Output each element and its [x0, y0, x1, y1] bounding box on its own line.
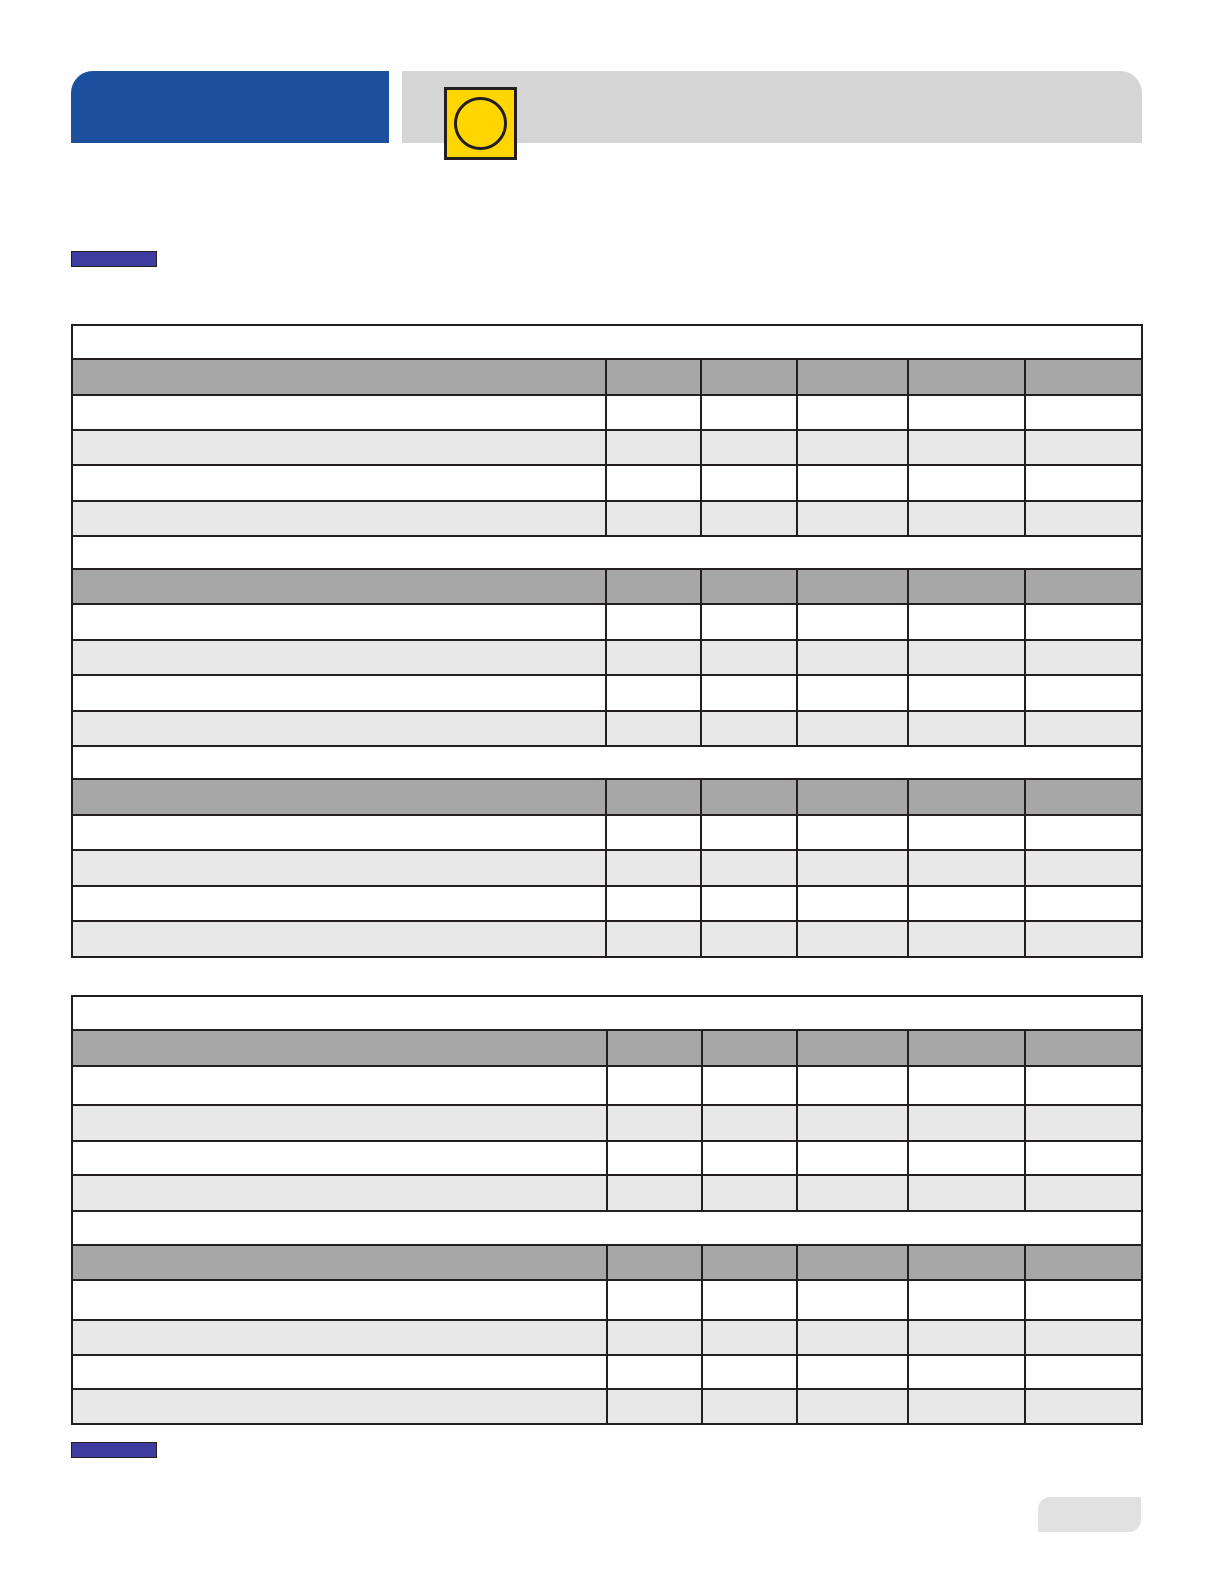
table-column-header-row	[72, 1030, 1142, 1066]
column-header	[797, 569, 908, 604]
table-row	[72, 675, 1142, 711]
table-column-header-row	[72, 359, 1142, 395]
warning-symbol	[444, 87, 517, 160]
column-header	[908, 569, 1025, 604]
table-row	[72, 640, 1142, 675]
table-row	[72, 501, 1142, 536]
column-header	[908, 1245, 1025, 1280]
column-header	[72, 569, 606, 604]
column-header	[797, 1245, 908, 1280]
table-row	[72, 465, 1142, 501]
table-row	[72, 886, 1142, 921]
table-row	[72, 395, 1142, 430]
column-header	[701, 569, 797, 604]
section-tag-marker	[71, 1442, 157, 1458]
column-header	[797, 359, 908, 395]
column-header	[1025, 1245, 1142, 1280]
column-header	[1025, 569, 1142, 604]
column-header	[606, 359, 701, 395]
column-header	[606, 569, 701, 604]
column-header	[797, 779, 908, 815]
table-section-title	[72, 1211, 1142, 1245]
column-header	[607, 1245, 702, 1280]
table-column-header-row	[72, 779, 1142, 815]
column-header	[797, 1030, 908, 1066]
table-section-title	[72, 325, 1142, 359]
spec-table-2	[71, 995, 1143, 1425]
table-row	[72, 1175, 1142, 1211]
table-column-header-row	[72, 1245, 1142, 1280]
table-row	[72, 604, 1142, 640]
table-row	[72, 850, 1142, 886]
column-header	[702, 1245, 797, 1280]
column-header	[1025, 359, 1142, 395]
table-row	[72, 1320, 1142, 1355]
column-header	[908, 779, 1025, 815]
section-tag-marker	[71, 251, 157, 267]
column-header	[72, 779, 606, 815]
table-row	[72, 1105, 1142, 1141]
column-header	[72, 1245, 607, 1280]
table-row	[72, 1389, 1142, 1424]
table-row	[72, 430, 1142, 465]
table-section-title	[72, 996, 1142, 1030]
column-header	[606, 779, 701, 815]
column-header	[701, 779, 797, 815]
table-row	[72, 815, 1142, 850]
column-header	[1025, 1030, 1142, 1066]
table-section-title	[72, 746, 1142, 779]
table-row	[72, 711, 1142, 746]
table-row	[72, 1066, 1142, 1105]
table-row	[72, 1280, 1142, 1320]
section-tab	[71, 71, 389, 143]
table-row	[72, 1355, 1142, 1389]
table-row	[72, 1141, 1142, 1175]
table-column-header-row	[72, 569, 1142, 604]
column-header	[72, 359, 606, 395]
table-section-title	[72, 536, 1142, 569]
table-row	[72, 921, 1142, 957]
column-header	[1025, 779, 1142, 815]
column-header	[908, 1030, 1025, 1066]
column-header	[908, 359, 1025, 395]
column-header	[702, 1030, 797, 1066]
page-number-box	[1038, 1497, 1141, 1532]
column-header	[72, 1030, 607, 1066]
column-header	[701, 359, 797, 395]
spec-table-1	[71, 324, 1143, 958]
warning-circle-icon	[454, 97, 507, 150]
column-header	[607, 1030, 702, 1066]
